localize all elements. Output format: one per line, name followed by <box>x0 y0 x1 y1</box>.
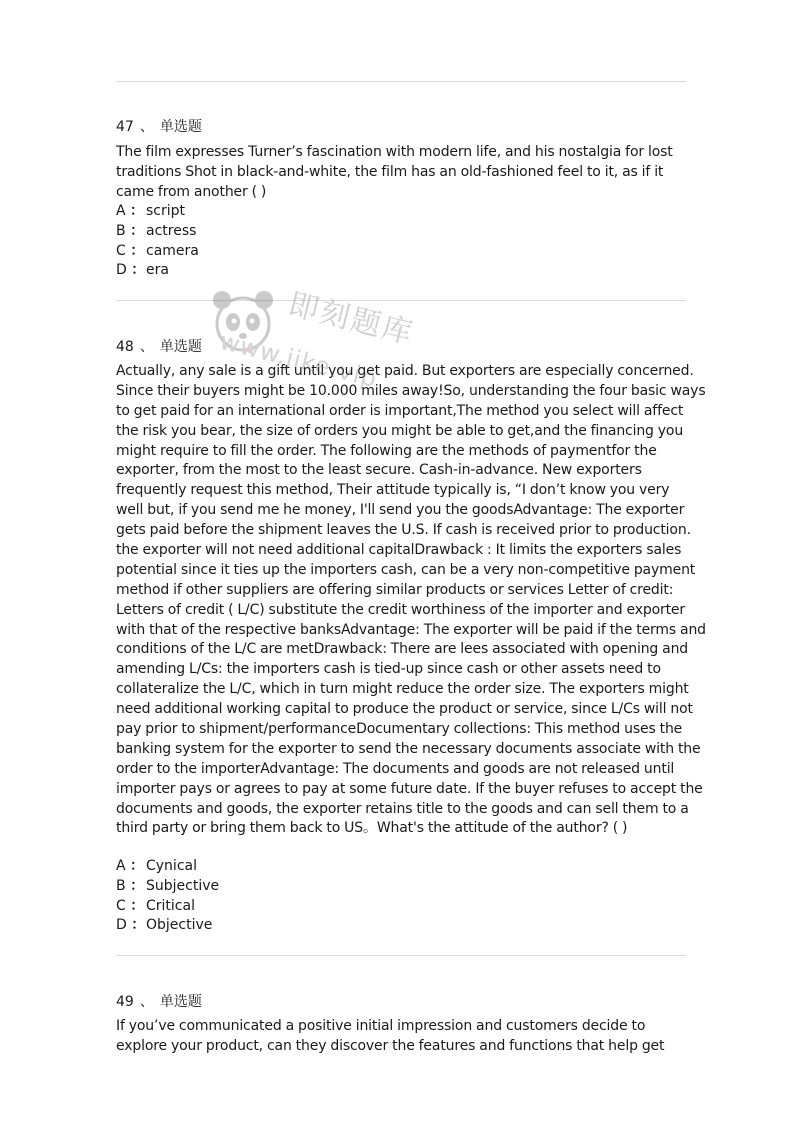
question-number: 48 <box>116 339 134 355</box>
option-key: C <box>116 242 126 259</box>
question-47-stem <box>116 143 688 203</box>
option-b[interactable] <box>116 877 219 897</box>
stem-line: collateralize the L/C, which in turn might reduce the order size. The exporters might <box>116 681 689 698</box>
panda-logo-icon <box>208 286 278 366</box>
option-b[interactable] <box>116 222 199 242</box>
stem-line: exporter, from the most to the least secure. Cash-in-advance. New exporters <box>116 462 642 479</box>
question-number: 49 <box>116 994 134 1010</box>
option-text: camera <box>146 242 199 259</box>
option-colon: ： <box>130 203 145 219</box>
stem-line: the risk you bear, the size of orders you might be able to get,and the financing you <box>116 422 684 439</box>
stem-line: Actually, any sale is a gift until you get paid. But exporters are especially concerned. <box>116 363 694 379</box>
stem-line: traditions Shot in black-and-white, the film has an old-fashioned feel to it, as if it <box>116 163 664 180</box>
stem-line: documents and goods, the exporter retains title to the goods and can sell them to a <box>116 800 689 817</box>
option-colon: ： <box>130 877 145 894</box>
question-type: 单选题 <box>159 119 202 135</box>
stem-line: importer pays or agrees to pay at some future date. If the buyer refuses to accept the <box>116 780 703 797</box>
option-text: script <box>146 203 186 219</box>
question-47-header <box>116 117 202 137</box>
stem-line: third party or bring them back to US。What's the attitude of the author? ( ) <box>116 820 628 837</box>
divider-after-q47 <box>116 300 686 301</box>
stem-line: potential since it ties up the importers cash, can be a very non-competitive payment <box>116 561 696 578</box>
option-colon: ： <box>130 858 145 874</box>
option-a[interactable] <box>116 857 219 877</box>
question-type: 单选题 <box>159 994 202 1010</box>
question-48-options <box>116 857 219 936</box>
option-colon: ： <box>130 897 145 914</box>
watermark-brand: 即刻题库 <box>284 286 418 352</box>
option-text: Critical <box>146 897 195 914</box>
question-49-header <box>116 992 202 1012</box>
stem-line: might require to fill the order. The following are the methods of paymentfor the <box>116 442 657 459</box>
question-49-stem <box>116 1017 688 1057</box>
stem-line: If you’ve communicated a positive initial impression and customers decide to <box>116 1018 646 1034</box>
question-separator: 、 <box>139 339 154 355</box>
question-48-stem <box>116 362 706 839</box>
option-text: Objective <box>146 917 213 934</box>
stem-line: Since their buyers might be 10.000 miles away!So, understanding the four basic ways <box>116 382 706 399</box>
option-key: B <box>116 877 126 894</box>
option-key: A <box>116 858 126 874</box>
question-separator: 、 <box>139 119 154 135</box>
option-c[interactable] <box>116 897 219 917</box>
option-key: B <box>116 222 126 239</box>
question-type: 单选题 <box>159 339 202 355</box>
question-number: 47 <box>116 119 134 135</box>
question-47-options <box>116 202 199 281</box>
stem-line: banking system for the exporter to send the necessary documents associate with the <box>116 740 701 757</box>
option-d[interactable] <box>116 916 219 936</box>
stem-line: need additional working capital to produce the product or service, since L/Cs will not <box>116 701 693 718</box>
stem-line: method if other suppliers are offering similar products or services Letter of credit: <box>116 581 674 598</box>
watermark-url: www.jike.vip <box>217 326 381 394</box>
stem-line: Letters of credit ( L/C) substitute the credit worthiness of the importer and exporter <box>116 601 686 618</box>
stem-line: with that of the respective banksAdvantage: The exporter will be paid if the terms and <box>116 621 706 638</box>
option-c[interactable] <box>116 242 199 262</box>
stem-line: to get paid for an international order is important,The method you select will affect <box>116 402 684 419</box>
stem-line: pay prior to shipment/performanceDocumentary collections: This method uses the <box>116 721 683 738</box>
option-d[interactable] <box>116 261 199 281</box>
divider-after-q48 <box>116 955 686 956</box>
option-key: D <box>116 917 127 934</box>
stem-line: gets paid before the shipment leaves the U.S. If cash is received prior to production. <box>116 522 691 539</box>
option-text: Subjective <box>146 877 220 894</box>
stem-line: The film expresses Turner’s fascination with modern life, and his nostalgia for lost <box>116 144 673 160</box>
option-colon: ： <box>130 242 145 259</box>
question-48-header <box>116 337 202 357</box>
option-key: A <box>116 203 126 219</box>
question-separator: 、 <box>139 994 154 1010</box>
option-colon: ： <box>131 917 146 934</box>
option-key: C <box>116 897 126 914</box>
stem-line: order to the importerAdvantage: The documents and goods are not released until <box>116 760 675 777</box>
stem-line: amending L/Cs: the importers cash is tied-up since cash or other assets need to <box>116 661 661 678</box>
stem-line: frequently request this method, Their attitude typically is, “I don’t know you very <box>116 482 670 499</box>
stem-line: explore your product, can they discover the features and functions that help get <box>116 1037 665 1054</box>
option-a[interactable] <box>116 202 199 222</box>
stem-line: well but, if you send me he money, I'll send you the goodsAdvantage: The exporter <box>116 502 685 519</box>
option-text: Cynical <box>146 858 197 874</box>
option-text: actress <box>146 222 197 239</box>
stem-line: conditions of the L/C are metDrawback: There are lees associated with opening and <box>116 641 689 658</box>
option-colon: ： <box>130 222 145 239</box>
divider-top <box>116 81 686 82</box>
option-text: era <box>146 262 169 279</box>
option-colon: ： <box>131 262 146 279</box>
stem-line: the exporter will not need additional capitalDrawback : It limits the exporters sales <box>116 542 682 559</box>
option-key: D <box>116 262 127 279</box>
stem-line: came from another ( ) <box>116 183 267 200</box>
